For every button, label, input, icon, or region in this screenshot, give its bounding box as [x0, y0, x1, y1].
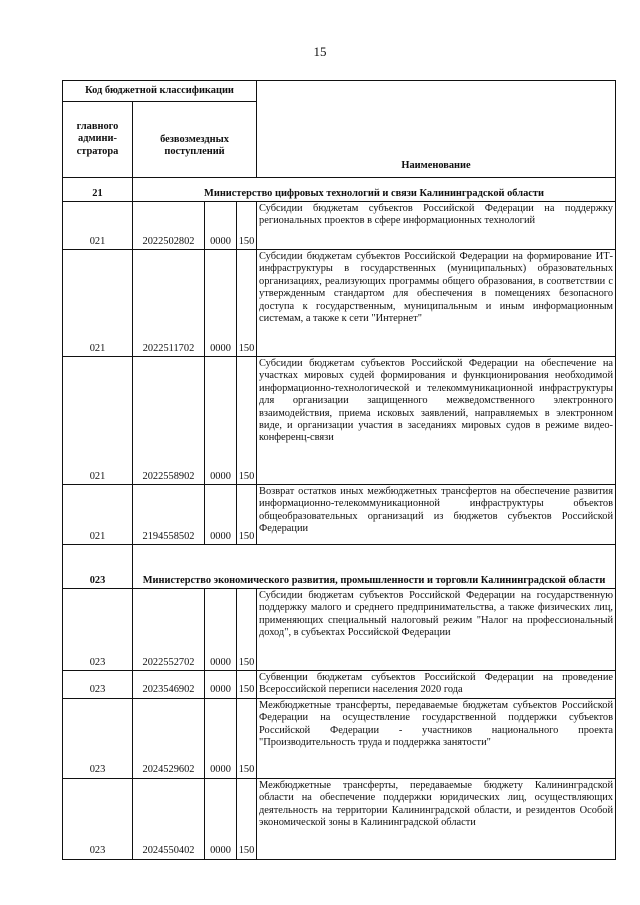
row-admin-code: 023 — [63, 698, 133, 778]
table-row — [63, 671, 616, 699]
section-admin-code: 023 — [63, 545, 133, 589]
row-income-code: 2194558502 — [133, 485, 205, 545]
row-subtype-code: 0000 — [205, 250, 237, 357]
row-name: Субсидии бюджетам субъектов Российской Федерации на обеспечение на участках мировых судей формирования и функционирования необходимой информационно-технологической и телекоммуникационной инфраструктуры для организации защищенного межведомственного электронного взаимодействия, приема исковых заявлений, направляемых в электронном виде, и организации участия в заседаниях мировых судов в режиме видео-конференц-связи — [257, 357, 616, 485]
row-income-code: 2022558902 — [133, 357, 205, 485]
header-row-group — [63, 81, 616, 102]
row-admin-code: 023 — [63, 778, 133, 859]
row-admin-code: 021 — [63, 250, 133, 357]
row-subtype-code: 0000 — [205, 485, 237, 545]
row-subtype-code: 0000 — [205, 589, 237, 671]
table-row — [63, 589, 616, 671]
row-admin-code: 021 — [63, 202, 133, 250]
row-kind-code: 150 — [237, 250, 257, 357]
row-kind-code: 150 — [237, 698, 257, 778]
row-admin-code: 023 — [63, 589, 133, 671]
row-name: Субвенции бюджетам субъектов Российской Федерации на проведение Всероссийской переписи населения 2020 года — [257, 671, 616, 699]
row-income-code: 2023546902 — [133, 671, 205, 699]
page-number: 15 — [313, 44, 327, 59]
table-row — [63, 357, 616, 485]
header-income: безвозмездных поступлений — [133, 102, 257, 178]
table-row — [63, 698, 616, 778]
row-kind-code: 150 — [237, 778, 257, 859]
table-row — [63, 778, 616, 859]
header-budget-code: Код бюджетной классификации — [63, 81, 257, 102]
row-name: Субсидии бюджетам субъектов Российской Федерации на формирование ИТ-инфраструктуры в государственных (муниципальных) образовательных организациях, реализующих программы общего образования, в соответствии с утвержденным стандартом для обеспечения в помещениях безопасного доступа к государственным, муниципальным и иным информационным системам, а также к сети "Интернет" — [257, 250, 616, 357]
row-kind-code: 150 — [237, 671, 257, 699]
table-row — [63, 202, 616, 250]
row-name: Возврат остатков иных межбюджетных трансфертов на обеспечение развития информационно-телекоммуникационной инфраструктуры объектов общеобразовательных организаций из бюджетов субъектов Российской Федерации — [257, 485, 616, 545]
section-title: Министерство экономического развития, промышленности и торговли Калининградской области — [133, 545, 616, 589]
row-name: Межбюджетные трансферты, передаваемые бюджету Калининградской области на обеспечение поддержки юридических лиц, осуществляющих деятельность на территории Калининградской области, и резидентов Особой экономической зоны в Калининградской области — [257, 778, 616, 859]
row-income-code: 2024529602 — [133, 698, 205, 778]
table-row — [63, 485, 616, 545]
row-kind-code: 150 — [237, 485, 257, 545]
header-admin: главного админи-стратора — [63, 102, 133, 178]
row-income-code: 2022502802 — [133, 202, 205, 250]
row-income-code: 2022552702 — [133, 589, 205, 671]
row-name: Межбюджетные трансферты, передаваемые бюджетам субъектов Российской Федерации на осуществление государственной поддержки субъектов Российской Федерации - участников национального проекта "Производительность труда и поддержка занятости" — [257, 698, 616, 778]
row-admin-code: 021 — [63, 485, 133, 545]
row-subtype-code: 0000 — [205, 778, 237, 859]
row-kind-code: 150 — [237, 589, 257, 671]
section-header-row — [63, 545, 616, 589]
row-kind-code: 150 — [237, 357, 257, 485]
section-title: Министерство цифровых технологий и связи Калининградской области — [133, 178, 616, 202]
table-row — [63, 250, 616, 357]
section-header-row — [63, 178, 616, 202]
row-name: Субсидии бюджетам субъектов Российской Федерации на поддержку региональных проектов в сфере информационных технологий — [257, 202, 616, 250]
row-kind-code: 150 — [237, 202, 257, 250]
row-subtype-code: 0000 — [205, 671, 237, 699]
row-subtype-code: 0000 — [205, 698, 237, 778]
row-income-code: 2024550402 — [133, 778, 205, 859]
row-subtype-code: 0000 — [205, 202, 237, 250]
budget-classification-table — [62, 80, 616, 860]
row-subtype-code: 0000 — [205, 357, 237, 485]
row-admin-code: 021 — [63, 357, 133, 485]
section-admin-code: 21 — [63, 178, 133, 202]
row-admin-code: 023 — [63, 671, 133, 699]
row-income-code: 2022511702 — [133, 250, 205, 357]
header-name: Наименование — [257, 81, 616, 178]
row-name: Субсидии бюджетам субъектов Российской Федерации на государственную поддержку малого и среднего предпринимательства, а также физических лиц, применяющих специальный налоговый режим "Налог на профессиональный доход", в субъектах Российской Федерации — [257, 589, 616, 671]
